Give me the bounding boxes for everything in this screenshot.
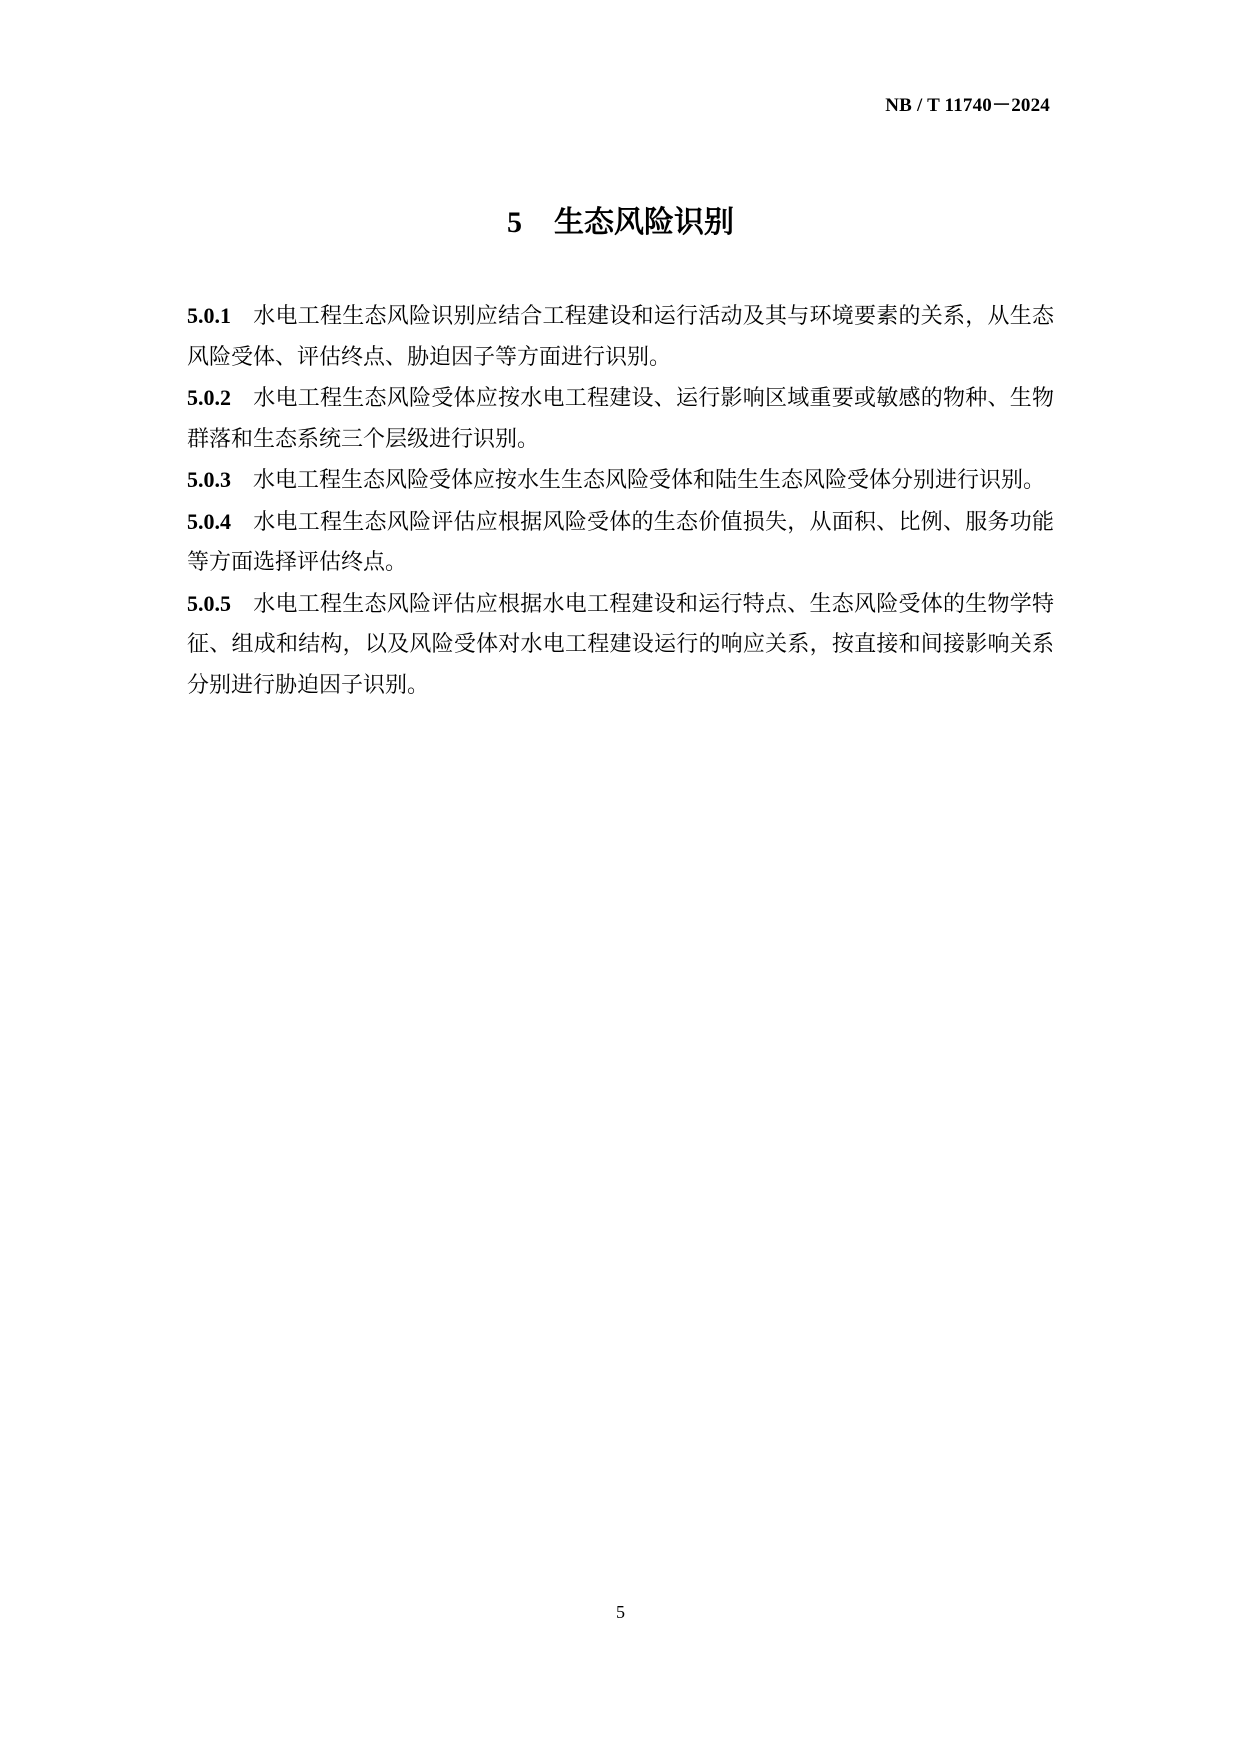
clause-text: 水电工程生态风险评估应根据水电工程建设和运行特点、生态风险受体的生物学特征、组成和结构，以及风险受体对水电工程建设运行的响应关系，按直接和间接影响关系分别进行胁迫因子识别。 bbox=[187, 591, 1054, 698]
chapter-title bbox=[0, 203, 1241, 243]
standard-code-header: NB / T 11740－2024 bbox=[885, 95, 1050, 116]
clause-5-0-5 bbox=[187, 584, 1054, 707]
clause-list bbox=[187, 296, 1054, 706]
clause-text: 水电工程生态风险评估应根据风险受体的生态价值损失，从面积、比例、服务功能等方面选择评估终点。 bbox=[187, 509, 1054, 575]
clause-number: 5.0.3 bbox=[187, 467, 231, 492]
clause-text: 水电工程生态风险识别应结合工程建设和运行活动及其与环境要素的关系，从生态风险受体、评估终点、胁迫因子等方面进行识别。 bbox=[187, 304, 1054, 370]
page-number: 5 bbox=[616, 1602, 625, 1622]
clause-5-0-4 bbox=[187, 502, 1054, 584]
clause-number: 5.0.2 bbox=[187, 385, 231, 410]
clause-text: 水电工程生态风险受体应按水生生态风险受体和陆生生态风险受体分别进行识别。 bbox=[253, 468, 1046, 493]
clause-number: 5.0.4 bbox=[187, 508, 231, 534]
clause-5-0-1 bbox=[187, 296, 1054, 378]
chapter-title-text: 生态风险识别 bbox=[554, 205, 734, 240]
clause-number: 5.0.1 bbox=[187, 303, 231, 328]
chapter-number: 5 bbox=[507, 206, 522, 239]
clause-number: 5.0.5 bbox=[187, 590, 231, 616]
clause-5-0-3 bbox=[187, 460, 1054, 502]
clause-5-0-2 bbox=[187, 378, 1054, 460]
clause-text: 水电工程生态风险受体应按水电工程建设、运行影响区域重要或敏感的物种、生物群落和生态系统三个层级进行识别。 bbox=[187, 386, 1054, 452]
